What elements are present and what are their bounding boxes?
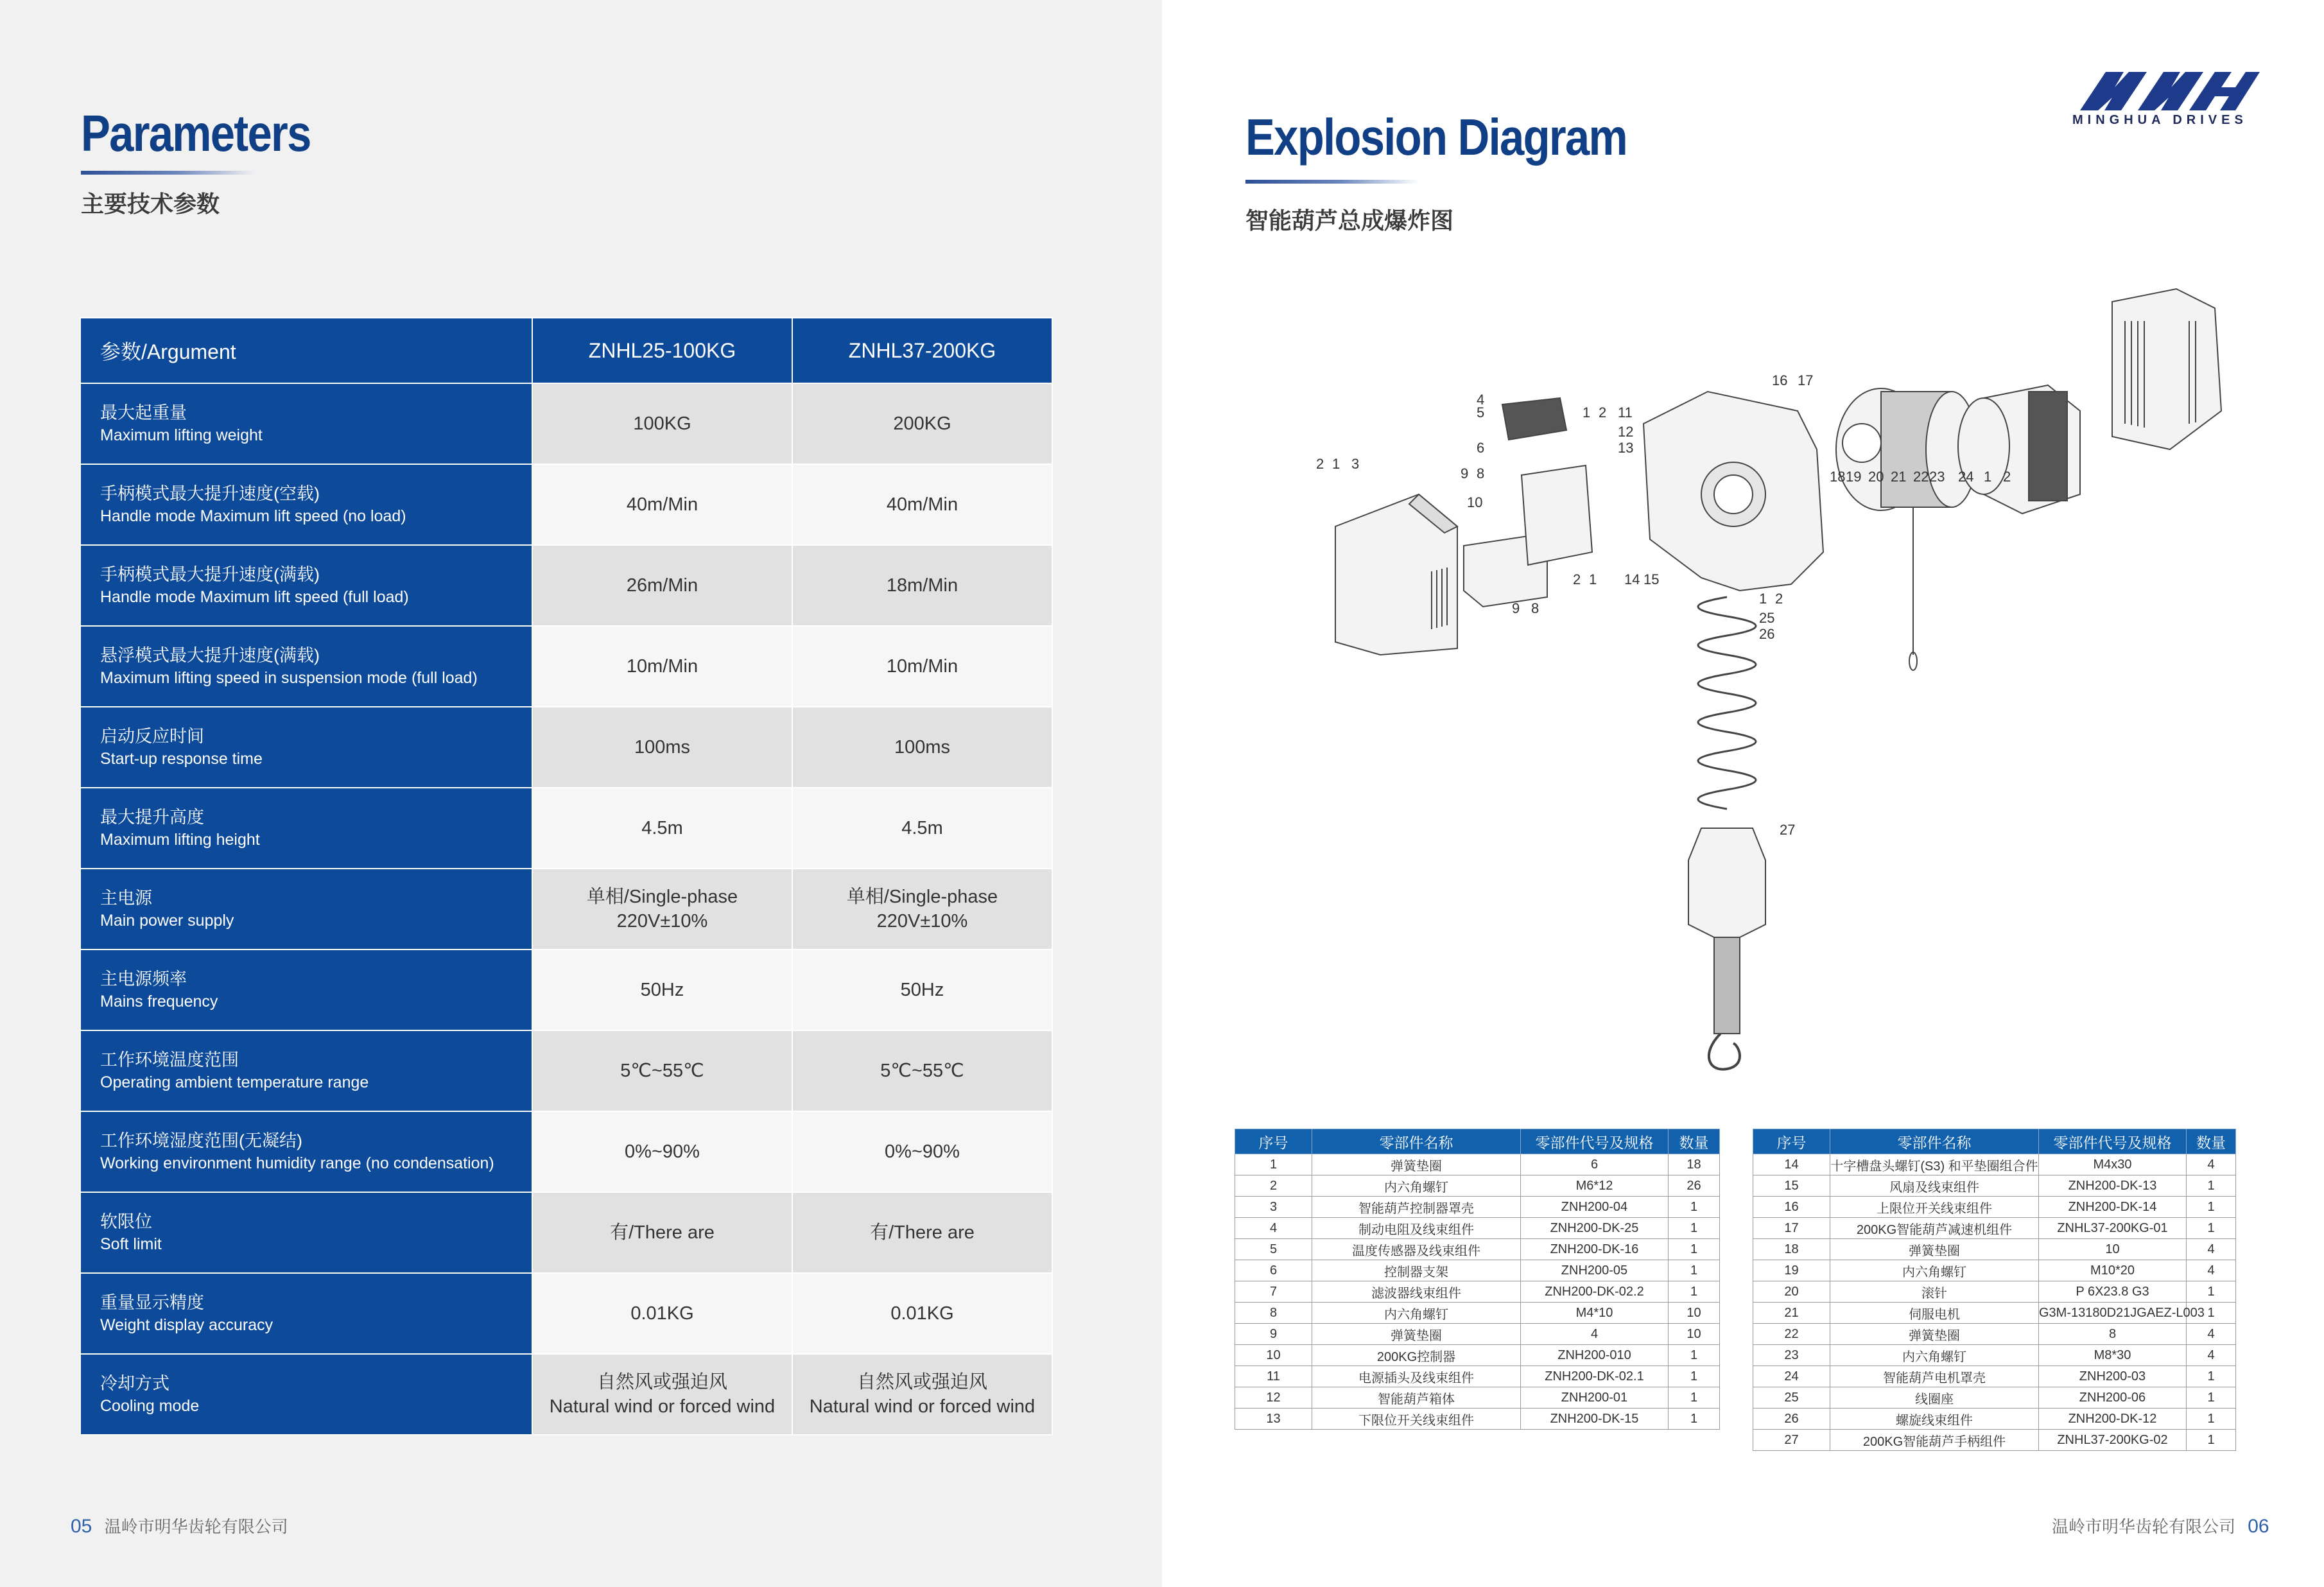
part-quantity: 1 — [1669, 1387, 1720, 1409]
parts-row — [1753, 1260, 2236, 1281]
parameter-name-cn: 最大提升高度 — [100, 808, 204, 827]
diagram-callout: 19 — [1846, 469, 1862, 485]
part-number: 26 — [1753, 1409, 1830, 1430]
diagram-callout: 2 — [1316, 456, 1324, 472]
value-line-2: Natural wind or forced wind — [549, 1396, 776, 1417]
value-line-2: Natural wind or forced wind — [809, 1396, 1036, 1417]
part-code: ZNH200-DK-15 — [1521, 1409, 1669, 1430]
parameters-table — [80, 317, 1053, 1435]
parts-row — [1235, 1239, 1720, 1260]
diagram-callout: 10 — [1467, 494, 1483, 510]
value-line-1: 自然风或强迫风 — [856, 1372, 987, 1392]
part-quantity: 1 — [2187, 1409, 2236, 1430]
table-row — [80, 1192, 1052, 1273]
parameter-label — [80, 950, 532, 1030]
parameter-name-en: Handle mode Maximum lift speed (full load) — [100, 588, 409, 606]
diagram-callout: 24 — [1958, 469, 1974, 485]
parameter-label — [80, 626, 532, 707]
part-code: ZNH200-DK-14 — [2039, 1197, 2187, 1218]
part-name: 伺服电机 — [1830, 1303, 2039, 1324]
part-name: 弹簧垫圈 — [1830, 1324, 2039, 1345]
diagram-callout: 9 — [1512, 600, 1520, 616]
value-model-2 — [792, 1354, 1052, 1435]
diagram-callout: 1 — [1332, 456, 1340, 472]
part-code: 10 — [2039, 1239, 2187, 1260]
value-model-1: 4.5m — [532, 788, 792, 869]
parts-header-name: 零部件名称 — [1312, 1129, 1521, 1154]
parameter-label — [80, 1111, 532, 1192]
part-quantity: 1 — [1669, 1260, 1720, 1281]
parameter-name-en: Maximum lifting height — [100, 831, 260, 849]
part-code: ZNH200-04 — [1521, 1197, 1669, 1218]
part-name: 200KG智能葫芦手柄组件 — [1830, 1430, 2039, 1451]
value-model-1: 0.01KG — [532, 1273, 792, 1354]
parts-row — [1235, 1175, 1720, 1197]
part-number: 24 — [1753, 1366, 1830, 1387]
part-number: 15 — [1753, 1175, 1830, 1197]
part-quantity: 4 — [2187, 1154, 2236, 1175]
part-code: ZNH200-DK-02.1 — [1521, 1366, 1669, 1387]
part-quantity: 1 — [2187, 1303, 2236, 1324]
part-quantity: 1 — [2187, 1366, 2236, 1387]
value-line-1: 单相/Single-phase — [846, 887, 998, 907]
parts-header-qty: 数量 — [2187, 1129, 2236, 1154]
part-code: M4x30 — [2039, 1154, 2187, 1175]
diagram-callout: 18 — [1830, 469, 1846, 485]
part-name: 螺旋线束组件 — [1830, 1409, 2039, 1430]
diagram-callout: 14 — [1624, 571, 1640, 587]
part-code: 6 — [1521, 1154, 1669, 1175]
table-row — [80, 869, 1052, 950]
value-model-2: 18m/Min — [792, 545, 1052, 626]
table-row — [80, 626, 1052, 707]
parts-header-row — [1753, 1129, 2236, 1154]
part-code: ZNH200-DK-16 — [1521, 1239, 1669, 1260]
parameter-label — [80, 1273, 532, 1354]
diagram-callout: 2 — [2003, 469, 2011, 485]
diagram-callout: 1 — [1589, 571, 1597, 587]
diagram-callout: 27 — [1780, 822, 1796, 838]
value-model-2: 5℃~55℃ — [792, 1030, 1052, 1111]
parts-header-name: 零部件名称 — [1830, 1129, 2039, 1154]
table-row — [80, 464, 1052, 545]
parts-header-no: 序号 — [1235, 1129, 1312, 1154]
part-name: 内六角螺钉 — [1312, 1175, 1521, 1197]
parameter-label — [80, 788, 532, 869]
logo-text: MINGHUA DRIVES — [2072, 113, 2248, 127]
explosion-title: Explosion Diagram — [1245, 108, 1627, 166]
diagram-callout: 26 — [1759, 626, 1775, 642]
parts-row — [1235, 1303, 1720, 1324]
parts-header-qty: 数量 — [1669, 1129, 1720, 1154]
part-name: 上限位开关线束组件 — [1830, 1197, 2039, 1218]
part-quantity: 1 — [1669, 1409, 1720, 1430]
value-model-2: 50Hz — [792, 950, 1052, 1030]
table-row — [80, 788, 1052, 869]
explosion-subtitle: 智能葫芦总成爆炸图 — [1245, 207, 1454, 234]
parts-row — [1235, 1281, 1720, 1303]
parts-row — [1753, 1387, 2236, 1409]
diagram-callout: 15 — [1643, 571, 1660, 587]
parameter-label — [80, 1192, 532, 1273]
table-row — [80, 1030, 1052, 1111]
parameters-title: Parameters — [81, 105, 311, 162]
part-name: 内六角螺钉 — [1830, 1260, 2039, 1281]
part-code: 8 — [2039, 1324, 2187, 1345]
part-number: 10 — [1235, 1345, 1312, 1366]
parts-header-code: 零部件代号及规格 — [1521, 1129, 1669, 1154]
part-quantity: 1 — [1669, 1197, 1720, 1218]
part-number: 7 — [1235, 1281, 1312, 1303]
part-quantity: 4 — [2187, 1324, 2236, 1345]
parameter-label — [80, 383, 532, 464]
value-model-1: 100ms — [532, 707, 792, 788]
part-number: 17 — [1753, 1218, 1830, 1239]
part-name: 温度传感器及线束组件 — [1312, 1239, 1521, 1260]
parts-table-right — [1753, 1129, 2236, 1451]
parameter-name-cn: 最大起重量 — [100, 403, 187, 422]
spiral-cable — [1698, 597, 1756, 809]
part-code: M6*12 — [1521, 1175, 1669, 1197]
parts-row — [1753, 1345, 2236, 1366]
parameter-name-en: Operating ambient temperature range — [100, 1073, 369, 1091]
part-code: ZNH200-05 — [1521, 1260, 1669, 1281]
parameter-name-en: Maximum lifting speed in suspension mode (full load) — [100, 669, 478, 687]
part-name: 弹簧垫圈 — [1312, 1324, 1521, 1345]
diagram-callout: 8 — [1477, 465, 1485, 481]
parameter-name-cn: 主电源 — [100, 889, 152, 908]
parameter-name-cn: 手柄模式最大提升速度(空载) — [100, 484, 320, 503]
parameter-name-cn: 启动反应时间 — [100, 727, 204, 746]
diagram-callout: 22 — [1913, 469, 1929, 485]
parts-row — [1235, 1387, 1720, 1409]
table-row — [80, 1273, 1052, 1354]
parts-row — [1753, 1366, 2236, 1387]
table-row — [80, 707, 1052, 788]
parts-header-code: 零部件代号及规格 — [2039, 1129, 2187, 1154]
part-number: 27 — [1753, 1430, 1830, 1451]
part-quantity: 1 — [2187, 1218, 2236, 1239]
diagram-callout: 2 — [1775, 591, 1783, 607]
diagram-callout: 1 — [1583, 404, 1591, 421]
part-quantity: 1 — [1669, 1366, 1720, 1387]
value-model-2: 200KG — [792, 383, 1052, 464]
part-name: 滚针 — [1830, 1281, 2039, 1303]
exploded-diagram — [1290, 282, 2221, 1072]
part-quantity: 1 — [1669, 1218, 1720, 1239]
part-name: 风扇及线束组件 — [1830, 1175, 2039, 1197]
value-model-2: 10m/Min — [792, 626, 1052, 707]
part-quantity: 4 — [2187, 1260, 2236, 1281]
part-number: 6 — [1235, 1260, 1312, 1281]
part-name: 下限位开关线束组件 — [1312, 1409, 1521, 1430]
parts-row — [1753, 1154, 2236, 1175]
diagram-callout: 3 — [1351, 456, 1360, 472]
parameter-name-cn: 主电源频率 — [100, 969, 187, 989]
value-model-1: 有/There are — [532, 1192, 792, 1273]
part-name: 十字槽盘头螺钉(S3) 和平垫圈组合件 — [1830, 1154, 2039, 1175]
parameter-name-cn: 重量显示精度 — [100, 1293, 204, 1312]
parts-row — [1753, 1239, 2236, 1260]
parameter-name-en: Start-up response time — [100, 750, 263, 768]
parts-row — [1235, 1218, 1720, 1239]
diagram-callout: 2 — [1573, 571, 1581, 587]
part-number: 11 — [1235, 1366, 1312, 1387]
parameter-name-en: Working environment humidity range (no condensation) — [100, 1154, 494, 1172]
part-quantity: 1 — [1669, 1239, 1720, 1260]
table-row — [80, 950, 1052, 1030]
parameter-name-en: Maximum lifting weight — [100, 426, 263, 444]
value-model-2: 0%~90% — [792, 1111, 1052, 1192]
part-number: 12 — [1235, 1387, 1312, 1409]
part-number: 25 — [1753, 1387, 1830, 1409]
diagram-callout: 9 — [1461, 465, 1469, 481]
part-code: ZNH200-06 — [2039, 1387, 2187, 1409]
company-name: 温岭市明华齿轮有限公司 — [104, 1517, 288, 1536]
part-name: 智能葫芦控制器罩壳 — [1312, 1197, 1521, 1218]
part-number: 2 — [1235, 1175, 1312, 1197]
part-code: ZNH200-DK-13 — [2039, 1175, 2187, 1197]
value-model-2: 有/There are — [792, 1192, 1052, 1273]
value-model-1: 10m/Min — [532, 626, 792, 707]
parts-header-no: 序号 — [1753, 1129, 1830, 1154]
part-quantity: 10 — [1669, 1303, 1720, 1324]
part-name: 200KG智能葫芦减速机组件 — [1830, 1218, 2039, 1239]
parts-row — [1235, 1260, 1720, 1281]
brake-resistor — [1502, 398, 1566, 440]
value-line-1: 单相/Single-phase — [586, 887, 738, 907]
parts-row — [1235, 1197, 1720, 1218]
part-number: 3 — [1235, 1197, 1312, 1218]
diagram-callout: 12 — [1618, 424, 1634, 440]
parts-row — [1753, 1281, 2236, 1303]
parameter-name-en: Weight display accuracy — [100, 1316, 273, 1334]
part-quantity: 1 — [2187, 1281, 2236, 1303]
part-quantity: 1 — [1669, 1281, 1720, 1303]
diagram-callout: 17 — [1798, 372, 1814, 388]
value-line-1: 自然风或强迫风 — [596, 1372, 727, 1392]
parts-row — [1753, 1409, 2236, 1430]
diagram-callout: 20 — [1868, 469, 1884, 485]
part-quantity: 4 — [2187, 1345, 2236, 1366]
part-number: 9 — [1235, 1324, 1312, 1345]
title-underline-right — [1245, 180, 1419, 184]
controller-bracket — [1522, 465, 1592, 565]
value-line-2: 220V±10% — [876, 911, 968, 932]
parameter-label — [80, 464, 532, 545]
value-model-2: 0.01KG — [792, 1273, 1052, 1354]
part-name: 制动电阻及线束组件 — [1312, 1218, 1521, 1239]
parameters-subtitle: 主要技术参数 — [81, 191, 220, 217]
part-name: 智能葫芦电机罩壳 — [1830, 1366, 2039, 1387]
part-code: ZNHL37-200KG-01 — [2039, 1218, 2187, 1239]
table-row — [80, 1354, 1052, 1435]
parts-row — [1235, 1366, 1720, 1387]
title-underline — [81, 171, 254, 175]
value-model-1 — [532, 869, 792, 950]
part-code: ZNH200-DK-12 — [2039, 1409, 2187, 1430]
part-number: 21 — [1753, 1303, 1830, 1324]
table-header-row — [80, 318, 1052, 383]
part-number: 19 — [1753, 1260, 1830, 1281]
part-number: 23 — [1753, 1345, 1830, 1366]
parameter-name-en: Cooling mode — [100, 1397, 200, 1415]
motor-cover — [2112, 289, 2221, 449]
part-quantity: 10 — [1669, 1324, 1720, 1345]
parameter-name-en: Soft limit — [100, 1235, 162, 1253]
company-name: 温岭市明华齿轮有限公司 — [2052, 1517, 2236, 1536]
part-number: 13 — [1235, 1409, 1312, 1430]
parameter-name-cn: 工作环境湿度范围(无凝结) — [100, 1131, 302, 1150]
part-name: 内六角螺钉 — [1830, 1345, 2039, 1366]
part-number: 18 — [1753, 1239, 1830, 1260]
part-quantity: 1 — [1669, 1345, 1720, 1366]
diagram-callout: 2 — [1599, 404, 1607, 421]
table-row — [80, 383, 1052, 464]
header-model-1: ZNHL25-100KG — [532, 318, 792, 383]
value-line-2: 220V±10% — [616, 911, 708, 932]
parameter-label — [80, 1030, 532, 1111]
part-quantity: 18 — [1669, 1154, 1720, 1175]
diagram-callout: 16 — [1772, 372, 1788, 388]
parts-table-left — [1235, 1129, 1720, 1430]
part-name: 弹簧垫圈 — [1312, 1154, 1521, 1175]
value-model-2: 40m/Min — [792, 464, 1052, 545]
diagram-callout: 6 — [1477, 440, 1485, 456]
parts-row — [1235, 1345, 1720, 1366]
part-code: ZNH200-DK-02.2 — [1521, 1281, 1669, 1303]
parts-row — [1235, 1324, 1720, 1345]
diagram-callout: 25 — [1759, 610, 1775, 626]
part-name: 弹簧垫圈 — [1830, 1239, 2039, 1260]
diagram-callout: 13 — [1618, 440, 1634, 456]
value-model-1: 100KG — [532, 383, 792, 464]
parameter-name-cn: 悬浮模式最大提升速度(满载) — [100, 646, 320, 665]
parameter-name-en: Mains frequency — [100, 993, 218, 1010]
parts-row — [1753, 1218, 2236, 1239]
diagram-callout: 1 — [1759, 591, 1767, 607]
value-model-1: 40m/Min — [532, 464, 792, 545]
part-number: 14 — [1753, 1154, 1830, 1175]
diagram-callout: 8 — [1531, 600, 1539, 616]
part-code: 4 — [1521, 1324, 1669, 1345]
part-quantity: 4 — [2187, 1239, 2236, 1260]
diagram-callout: 21 — [1891, 469, 1907, 485]
diagram-callout: 1 — [1984, 469, 1992, 485]
part-name: 智能葫芦箱体 — [1312, 1387, 1521, 1409]
value-model-1: 26m/Min — [532, 545, 792, 626]
left-footer — [71, 1514, 288, 1538]
parts-header-row — [1235, 1129, 1720, 1154]
part-name: 滤波器线束组件 — [1312, 1281, 1521, 1303]
part-number: 16 — [1753, 1197, 1830, 1218]
parts-row — [1753, 1430, 2236, 1451]
parameter-name-en: Handle mode Maximum lift speed (no load) — [100, 507, 406, 525]
handle — [1688, 828, 1765, 937]
table-row — [80, 545, 1052, 626]
part-code: M10*20 — [2039, 1260, 2187, 1281]
parts-row — [1753, 1197, 2236, 1218]
part-code: ZNH200-03 — [2039, 1366, 2187, 1387]
part-number: 8 — [1235, 1303, 1312, 1324]
table-row — [80, 1111, 1052, 1192]
value-model-1: 50Hz — [532, 950, 792, 1030]
value-model-1: 0%~90% — [532, 1111, 792, 1192]
page-number: 05 — [71, 1516, 92, 1537]
value-model-2: 4.5m — [792, 788, 1052, 869]
part-code: ZNH200-01 — [1521, 1387, 1669, 1409]
part-number: 1 — [1235, 1154, 1312, 1175]
part-number: 22 — [1753, 1324, 1830, 1345]
part-quantity: 1 — [2187, 1197, 2236, 1218]
parameter-label — [80, 707, 532, 788]
parts-row — [1753, 1175, 2236, 1197]
part-number: 5 — [1235, 1239, 1312, 1260]
part-name: 200KG控制器 — [1312, 1345, 1521, 1366]
part-code: G3M-13180D21JGAEZ-L003 — [2039, 1303, 2187, 1324]
parameter-label — [80, 869, 532, 950]
part-quantity: 26 — [1669, 1175, 1720, 1197]
right-footer — [2052, 1514, 2269, 1538]
part-quantity: 1 — [2187, 1175, 2236, 1197]
parameter-label — [80, 1354, 532, 1435]
part-number: 20 — [1753, 1281, 1830, 1303]
part-code: ZNH200-010 — [1521, 1345, 1669, 1366]
diagram-callout: 23 — [1929, 469, 1945, 485]
parts-row — [1235, 1409, 1720, 1430]
value-model-2: 100ms — [792, 707, 1052, 788]
part-name: 控制器支架 — [1312, 1260, 1521, 1281]
parameter-name-cn: 手柄模式最大提升速度(满载) — [100, 565, 320, 584]
page-number: 06 — [2248, 1516, 2269, 1537]
parameter-name-cn: 工作环境温度范围 — [100, 1050, 239, 1070]
diagram-callout: 5 — [1477, 404, 1485, 421]
value-model-1 — [532, 1354, 792, 1435]
part-code: ZNH200-DK-25 — [1521, 1218, 1669, 1239]
parts-row — [1753, 1303, 2236, 1324]
part-code: M4*10 — [1521, 1303, 1669, 1324]
diagram-callout: 4 — [1477, 392, 1485, 408]
part-code: P 6X23.8 G3 — [2039, 1281, 2187, 1303]
diagram-callout: 11 — [1618, 404, 1633, 421]
value-model-1: 5℃~55℃ — [532, 1030, 792, 1111]
parts-row — [1235, 1154, 1720, 1175]
part-code: M8*30 — [2039, 1345, 2187, 1366]
parameter-label — [80, 545, 532, 626]
parameter-name-en: Main power supply — [100, 912, 234, 930]
part-name: 电源插头及线束组件 — [1312, 1366, 1521, 1387]
part-code: ZNHL37-200KG-02 — [2039, 1430, 2187, 1451]
part-quantity: 1 — [2187, 1430, 2236, 1451]
part-name: 内六角螺钉 — [1312, 1303, 1521, 1324]
part-quantity: 1 — [2187, 1387, 2236, 1409]
header-model-2: ZNHL37-200KG — [792, 318, 1052, 383]
value-model-2 — [792, 869, 1052, 950]
parameter-name-cn: 冷却方式 — [100, 1374, 169, 1393]
part-name: 线圈座 — [1830, 1387, 2039, 1409]
part-number: 4 — [1235, 1218, 1312, 1239]
parts-row — [1753, 1324, 2236, 1345]
header-argument: 参数/Argument — [80, 318, 532, 383]
parameter-name-cn: 软限位 — [100, 1212, 152, 1231]
